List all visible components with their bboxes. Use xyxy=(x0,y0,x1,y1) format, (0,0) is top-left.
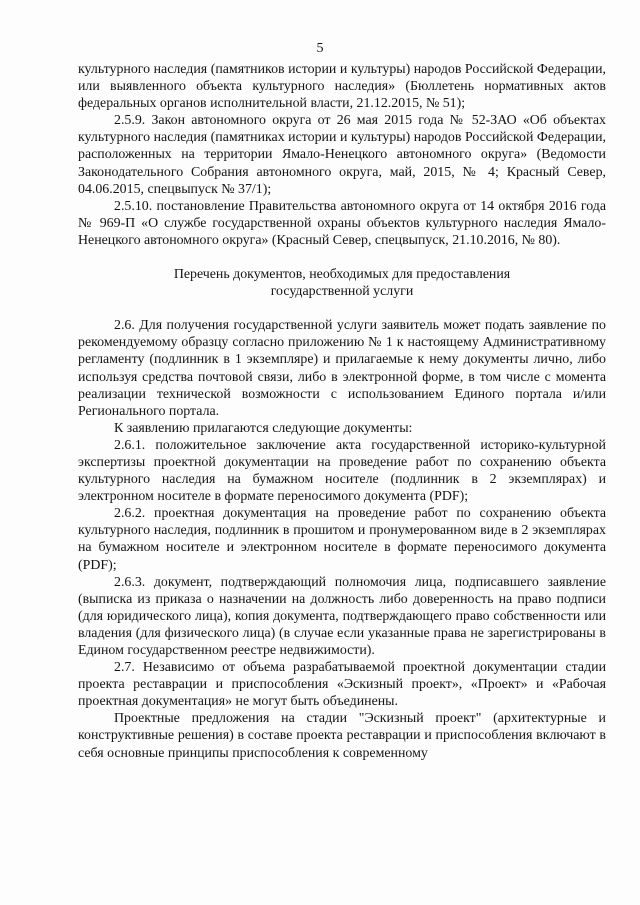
section-heading-line-2: государственной услуги xyxy=(270,284,414,300)
paragraph-continuation: культурного наследия (памятников истории и культуры) народов Российской Федерации, или выявленного объекта культурного наследия» (Бюллетень нормативных актов федеральных органов исполнительной власти, 21.12.2015, № 51); xyxy=(78,62,606,112)
document-body xyxy=(78,61,606,762)
paragraph-2-6-2: 2.6.2. проектная документация на проведение работ по сохранению объекта культурного наследия, подлинник в прошитом и пронумерованном виде в 2 экземплярах на бумажном носителе и электронном носителе в формате переносимого документа (PDF); xyxy=(78,506,606,573)
paragraph-2-6-1: 2.6.1. положительное заключение акта государственной историко-культурной экспертизы проектной документации на проведение работ по сохранению объекта культурного наследия на бумажном носителе (подлинник в 2 экземплярах) и электронном носителе в формате переносимого документа (PDF); xyxy=(78,437,606,505)
paragraph-2-7: 2.7. Независимо от объема разрабатываемой проектной документации стадии проекта реставрации и приспособления «Эскизный проект», «Проект» и «Рабочая проектная документация» не могут быть объединены. xyxy=(78,660,606,710)
paragraph-attached-documents: К заявлению прилагаются следующие документы: xyxy=(114,420,413,436)
paragraph-2-6: 2.6. Для получения государственной услуги заявитель может подать заявление по рекомендуемому образцу согласно приложению № 1 к настоящему Административному регламенту (подлинник в 1 экземпляре) и прилагаемые к нему документы лично, либо используя средства почтовой связи, либо в электронной форме, в том числе с момента реализации технической возможности с использованием Единого портала и/или Регионального портала. xyxy=(78,318,606,419)
paragraph-2-5-9: 2.5.9. Закон автономного округа от 26 мая 2015 года № 52-ЗАО «Об объектах культурного наследия (памятниках истории и культуры) народов Российской Федерации, расположенных на территории Ямало-Ненецкого автономного округа» (Ведомости Законодательного Собрания автономного округа, май, 2015, № 4; Красный Север, 04.06.2015, спецвыпуск № 37/1); xyxy=(78,113,606,197)
section-heading xyxy=(78,266,606,300)
paragraph-project-proposals: Проектные предложения на стадии "Эскизный проект" (архитектурные и конструктивные решения) в составе проекта реставрации и приспособления включают в себя основные принципы приспособления к современному xyxy=(78,711,606,761)
section-heading-line-1: Перечень документов, необходимых для предоставления xyxy=(173,267,511,283)
page-number: 5 xyxy=(316,41,324,56)
paragraph-2-6-3: 2.6.3. документ, подтверждающий полномочия лица, подписавшего заявление (выписка из приказа о назначении на должность либо доверенность на право подписи (для юридического лица), копия документа, подтверждающего право собственности или владения (для физического лица) (в случае если указанные права не зарегистрированы в Едином государственном реестре недвижимости). xyxy=(78,574,606,658)
paragraph-2-5-10: 2.5.10. постановление Правительства автономного округа от 14 октября 2016 года № 969-П «О службе государственной охраны объектов культурного наследия Ямало-Ненецкого автономного округа» (Красный Север, спецвыпуск, 21.10.2016, № 80). xyxy=(78,198,606,248)
